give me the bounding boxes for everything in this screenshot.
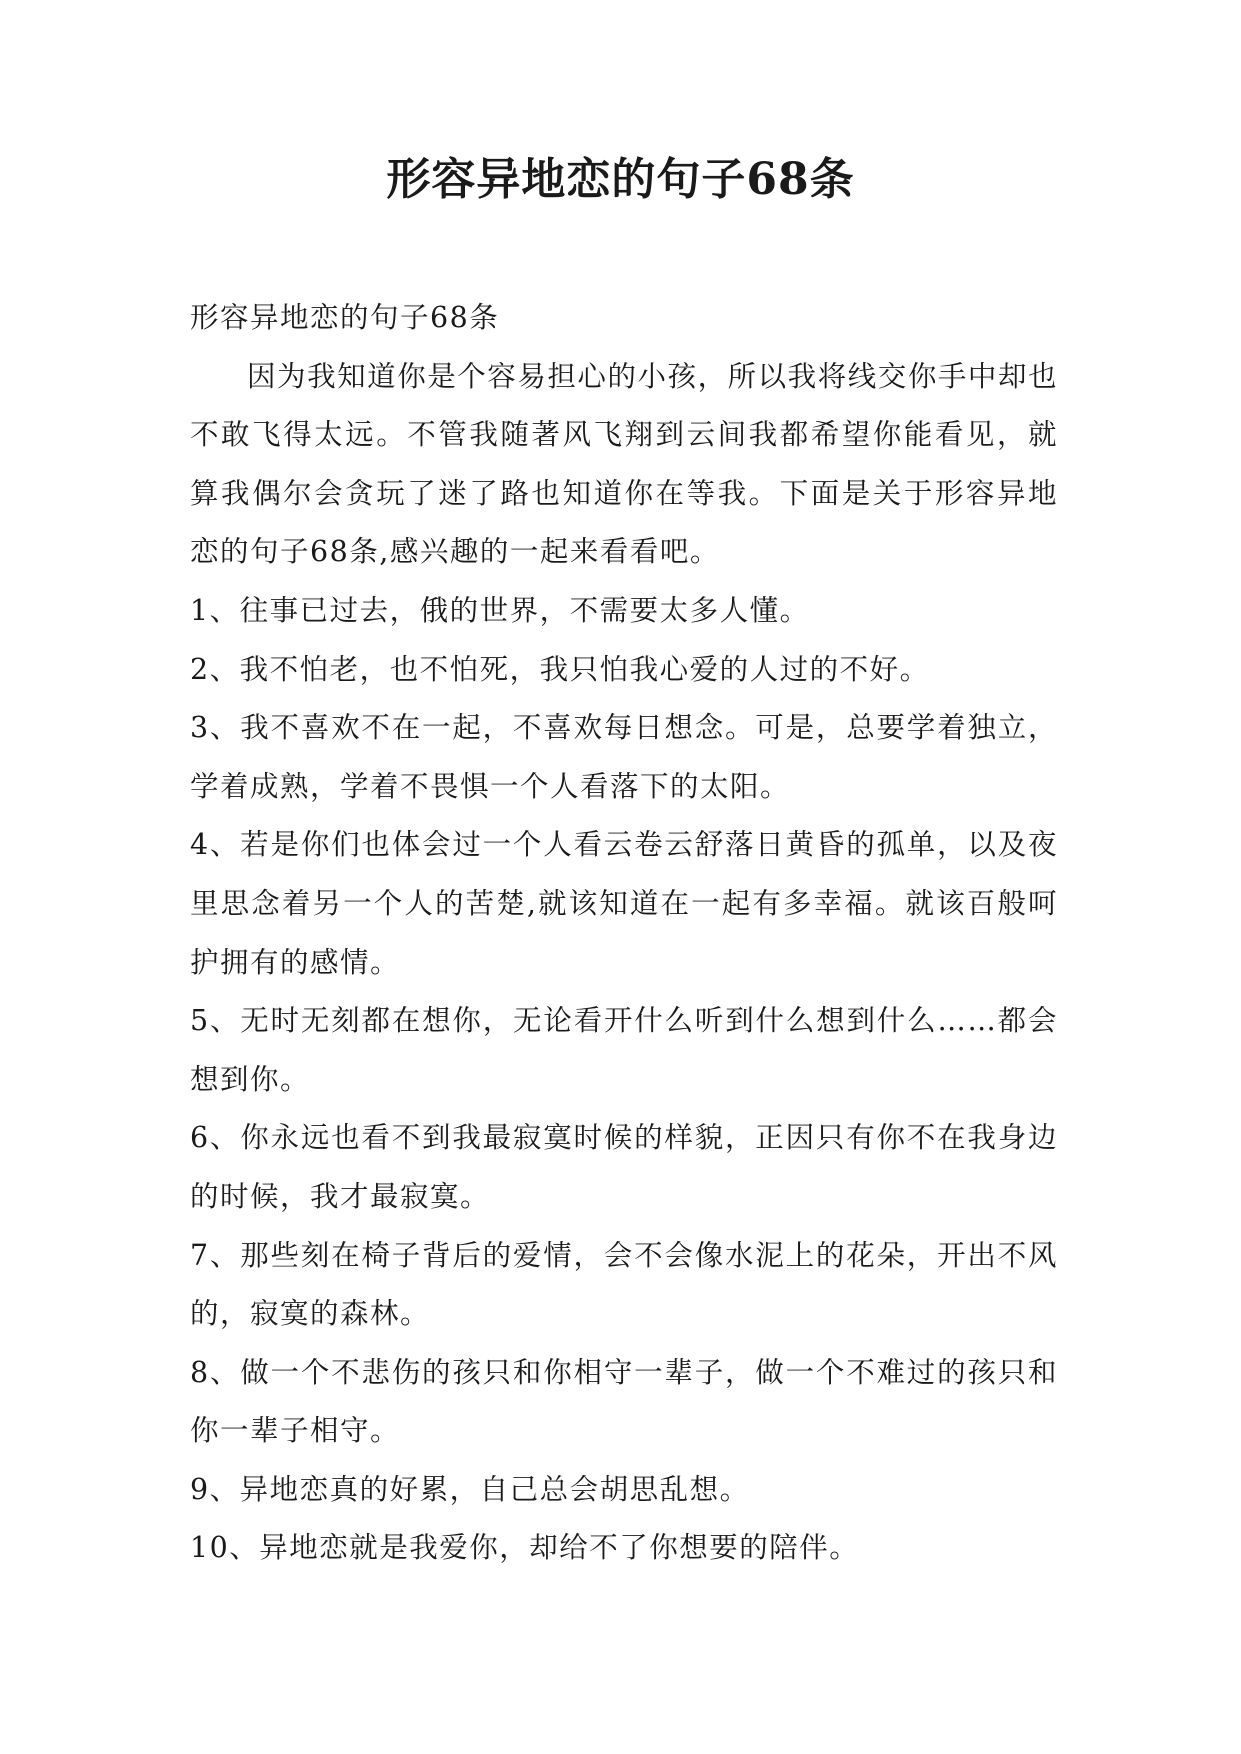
list-item: 6、你永远也看不到我最寂寞时候的样貌，正因只有你不在我身边的时候，我才最寂寞。 — [190, 1121, 1058, 1213]
list-item: 9、异地恋真的好累，自己总会胡思乱想。 — [190, 1472, 750, 1506]
list-item: 4、若是你们也体会过一个人看云卷云舒落日黄昏的孤单，以及夜里思念着另一个人的苦楚,就该知道在一起有多幸福。就该百般呵护拥有的感情。 — [190, 828, 1058, 979]
list-item: 5、无时无刻都在想你，无论看开什么听到什么想到什么……都会想到你。 — [190, 1004, 1058, 1096]
list-item: 2、我不怕老，也不怕死，我只怕我心爱的人过的不好。 — [190, 652, 930, 686]
list-item: 7、那些刻在椅子背后的爱情，会不会像水泥上的花朵，开出不风的，寂寞的森林。 — [190, 1238, 1058, 1331]
list-item: 3、我不喜欢不在一起，不喜欢每日想念。可是，总要学着独立，学着成熟，学着不畏惧一个人看落下的太阳。 — [190, 711, 1058, 803]
list-item: 10、异地恋就是我爱你，却给不了你想要的陪伴。 — [190, 1531, 860, 1565]
list-item: 8、做一个不悲伤的孩只和你相守一辈子，做一个不难过的孩只和你一辈子相守。 — [190, 1355, 1058, 1448]
document-body — [190, 289, 1058, 1578]
list-item: 1、往事已过去，俄的世界，不需要太多人懂。 — [190, 593, 810, 627]
document-title: 形容异地恋的句子68条 — [386, 154, 855, 205]
intro-paragraph: 因为我知道你是个容易担心的小孩，所以我将线交你手中却也不敢飞得太远。不管我随著风飞翔到云间我都希望你能看见，就算我偶尔会贪玩了迷了路也知道你在等我。下面是关于形容异地恋的句子68条,感兴趣的一起来看看吧。 — [190, 359, 1058, 569]
document-subtitle: 形容异地恋的句子68条 — [190, 301, 500, 334]
